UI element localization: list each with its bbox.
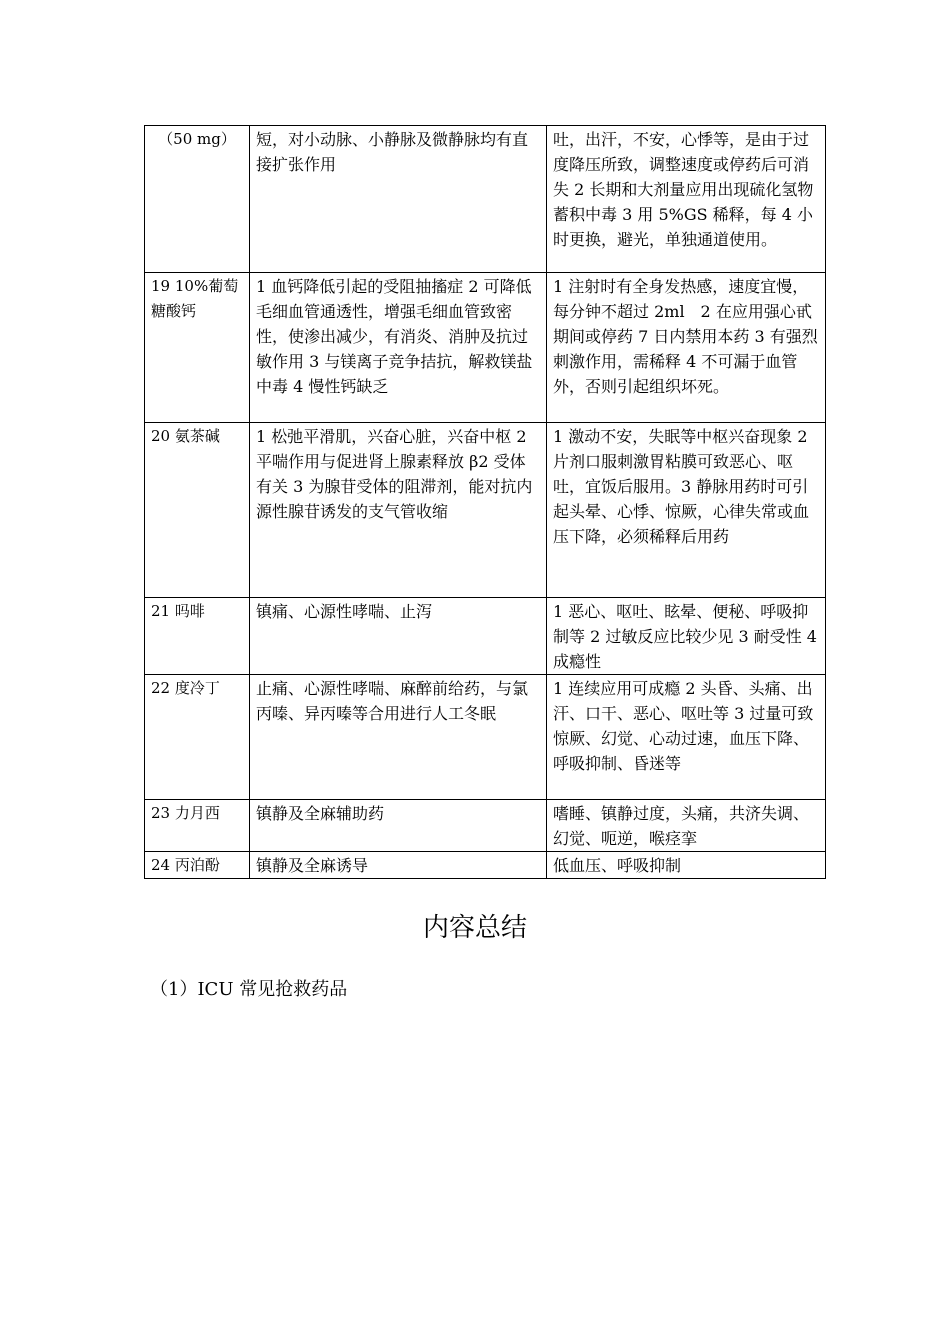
drug-effect-cell: 镇静及全麻诱导 — [250, 852, 547, 879]
drug-name-cell: 24 丙泊酚 — [145, 852, 250, 879]
table-row — [145, 423, 826, 598]
drug-table — [144, 125, 826, 879]
table-row — [145, 273, 826, 423]
summary-title: 内容总结 — [422, 913, 527, 943]
drug-adverse-cell: 吐，出汗，不安，心悸等，是由于过度降压所致，调整速度或停药后可消失 2 长期和大剂量应用出现硫化氢物蓄积中毒 3 用 5%GS 稀释，每 4 小时更换，避光，单独通道使用。 — [547, 126, 826, 273]
drug-adverse-cell: 嗜睡、镇静过度，头痛，共济失调、幻觉、呃逆，喉痉挛 — [547, 800, 826, 852]
drug-effect-cell: 止痛、心源性哮喘、麻醉前给药，与氯丙嗪、异丙嗪等合用进行人工冬眠 — [250, 675, 547, 800]
drug-effect-cell: 镇静及全麻辅助药 — [250, 800, 547, 852]
table-row — [145, 598, 826, 675]
drug-adverse-cell: 1 激动不安，失眠等中枢兴奋现象 2 片剂口服刺激胃粘膜可致恶心、呕吐，宜饭后服用。3 静脉用药时可引起头晕、心悸、惊厥，心律失常或血压下降，必须稀释后用药 — [547, 423, 826, 598]
drug-effect-cell: 1 血钙降低引起的受阻抽搐症 2 可降低毛细血管通透性，增强毛细血管致密性，使渗出减少，有消炎、消肿及抗过敏作用 3 与镁离子竞争拮抗，解救镁盐中毒 4 慢性钙缺乏 — [250, 273, 547, 423]
drug-effect-cell: 1 松弛平滑肌，兴奋心脏，兴奋中枢 2 平喘作用与促进肾上腺素释放 β2 受体有关 3 为腺苷受体的阻滞剂，能对抗内源性腺苷诱发的支气管收缩 — [250, 423, 547, 598]
table-row — [145, 800, 826, 852]
drug-adverse-cell: 1 注射时有全身发热感，速度宜慢，每分钟不超过 2ml 2 在应用强心甙期间或停药 7 日内禁用本药 3 有强烈刺激作用，需稀释 4 不可漏于血管外，否则引起组织坏死。 — [547, 273, 826, 423]
drug-name-cell: 20 氨茶碱 — [145, 423, 250, 598]
drug-name-cell: 23 力月西 — [145, 800, 250, 852]
table-row — [145, 852, 826, 879]
summary-list-item: （1）ICU 常见抢救药品 — [150, 979, 348, 1000]
table-row — [145, 126, 826, 273]
drug-effect-cell: 短，对小动脉、小静脉及微静脉均有直接扩张作用 — [250, 126, 547, 273]
drug-effect-cell: 镇痛、心源性哮喘、止泻 — [250, 598, 547, 675]
drug-adverse-cell: 1 连续应用可成瘾 2 头昏、头痛、出汗、口干、恶心、呕吐等 3 过量可致惊厥、幻觉、心动过速，血压下降、呼吸抑制、昏迷等 — [547, 675, 826, 800]
table-row — [145, 675, 826, 800]
drug-name-cell: 19 10%葡萄糖酸钙 — [145, 273, 250, 423]
drug-adverse-cell: 1 恶心、呕吐、眩晕、便秘、呼吸抑制等 2 过敏反应比较少见 3 耐受性 4 成瘾性 — [547, 598, 826, 675]
drug-adverse-cell: 低血压、呼吸抑制 — [547, 852, 826, 879]
drug-name-cell: 21 吗啡 — [145, 598, 250, 675]
drug-name-cell: 22 度冷丁 — [145, 675, 250, 800]
drug-name-cell: （50 mg） — [145, 126, 250, 273]
